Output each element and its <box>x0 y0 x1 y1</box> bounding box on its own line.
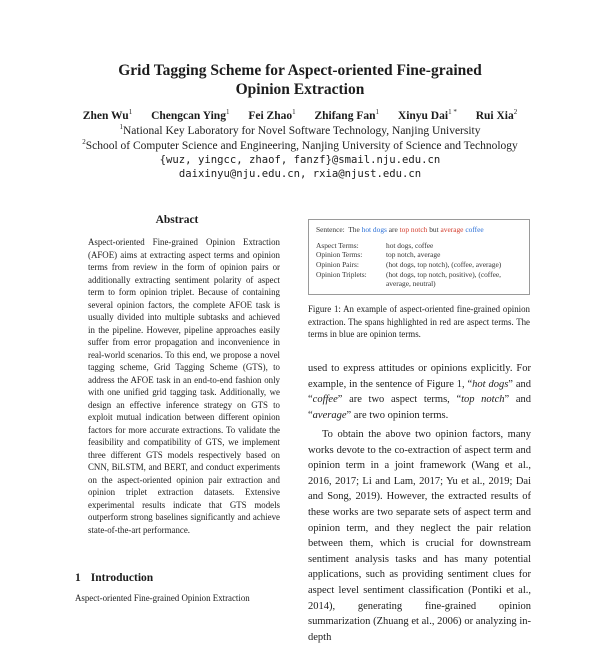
title-line-2: Opinion Extraction <box>235 81 365 98</box>
figure-sentence: Sentence: The hot dogs are top notch but average coffee <box>316 225 484 234</box>
right-paragraph-2: To obtain the above two opinion factors, many works devote to the co-extraction of aspect term and opinion term in a joint framework (Wang et al., 2016, 2017; Li and Lam, 2017; Yu et al., 2019; Dai and Song, 2019). However, the extracted results of these works are two separate sets of aspect term and opinion term, and they neglect the pair relation between them, which is crucial for downstream sentiment analysis tasks and has many potential applications, such as providing sentiment clues for aspect level sentiment classification (Pontiki et al., 2014), generating fine-grained opinion summarization (Zhuang et al., 2006) or analyzing in-depth <box>308 429 531 643</box>
author-list <box>0 108 600 122</box>
figure-row-aspect-terms: Aspect Terms: hot dogs, coffee <box>316 241 434 250</box>
intro-first-line: Aspect-oriented Fine-grained Opinion Extraction <box>75 593 250 603</box>
aspect-term-highlight: hot dogs <box>361 225 387 234</box>
opinion-term-highlight: average <box>440 225 464 234</box>
section-number: 1 <box>75 572 81 584</box>
figure-row-opinion-terms: Opinion Terms: top notch, average <box>316 250 441 259</box>
figure-caption: Figure 1: An example of aspect-oriented fine-grained opinion extraction. The spans highlighted in red are aspect terms. The terms in blue are opinion terms. <box>308 304 530 340</box>
figure-1-box: Sentence: The hot dogs are top notch but average coffee Aspect Terms: hot dogs, coffee Opinion Terms: top notch, average Opinion Pairs: (hot dogs, top notch), (coffee, average) Opinion Triplets: (hot dogs, top notch, positive), (coffee, average, neutral) <box>308 219 530 295</box>
author: Fei Zhao$^1$ <box>248 108 296 122</box>
paper-title <box>0 61 600 99</box>
author: Zhifang Fan$^1$ <box>314 108 380 122</box>
abstract-heading: Abstract <box>155 214 199 226</box>
email-line-2: daixinyu@nju.edu.cn, rxia@njust.edu.cn <box>178 168 422 180</box>
opinion-term-highlight: top notch <box>399 225 428 234</box>
author: Zhen Wu$^1$ <box>82 108 133 122</box>
aspect-term-highlight: coffee <box>465 225 484 234</box>
figure-row-opinion-pairs: Opinion Pairs: (hot dogs, top notch), (coffee, average) <box>316 260 502 269</box>
title-line-1: Grid Tagging Scheme for Aspect-oriented Fine-grained <box>118 62 482 79</box>
sentence-word: The <box>348 225 362 234</box>
author: Xinyu Dai$^{1 *}$ <box>397 108 457 122</box>
abstract-body: Aspect-oriented Fine-grained Opinion Extraction (AFOE) aims at extracting aspect terms and opinion terms from review in the form of opinion pairs or additionally extracting sentiment polarity of aspect term to form opinion triplet. Because of containing several opinion factors, the complete AFOE task is usually divided into multiple subtasks and achieved in the pipeline. However, pipeline approaches easily suffer from error propagation and inconvenience in real-world scenarios. To this end, we propose a novel tagging scheme, Grid Tagging Scheme (GTS), to address the AFOE task in an end-to-end fashion only with one unified grid tagging task. Additionally, we design an effective inference strategy on GTS to exploit mutual indication between different opinion factors for more accurate extractions. To validate the feasibility and compatibility of GTS, we implement three different GTS models respectively based on CNN, BiLSTM, and BERT, and conduct experiments on the aspect-oriented opinion pair extraction and opinion triplet extraction datasets. Extensive experimental results indicate that GTS models outperform strong baselines significantly and achieve state-of-the-art performance. <box>88 237 280 535</box>
section-title: Introduction <box>90 572 154 584</box>
affiliation-1: $^1$National Key Laboratory for Novel Software Technology, Nanjing University <box>119 123 481 137</box>
author: Rui Xia$^2$ <box>475 108 518 122</box>
affiliation-2: $^2$School of Computer Science and Engineering, Nanjing University of Science and Technology <box>82 138 518 152</box>
right-paragraph-1: used to express attitudes or opinions explicitly. For example, in the sentence of Figure 1, “hot dogs” and “coffee” are two aspect terms, “top notch” and “average” are two opinion terms. <box>308 363 531 421</box>
section-heading <box>75 572 153 584</box>
author: Chengcan Ying$^1$ <box>151 108 230 122</box>
email-line-1: {wuz, yingcc, zhaof, fanzf}@smail.nju.edu.cn <box>159 154 441 166</box>
figure-row-opinion-triplets: Opinion Triplets: (hot dogs, top notch, positive), (coffee, <box>316 270 502 279</box>
